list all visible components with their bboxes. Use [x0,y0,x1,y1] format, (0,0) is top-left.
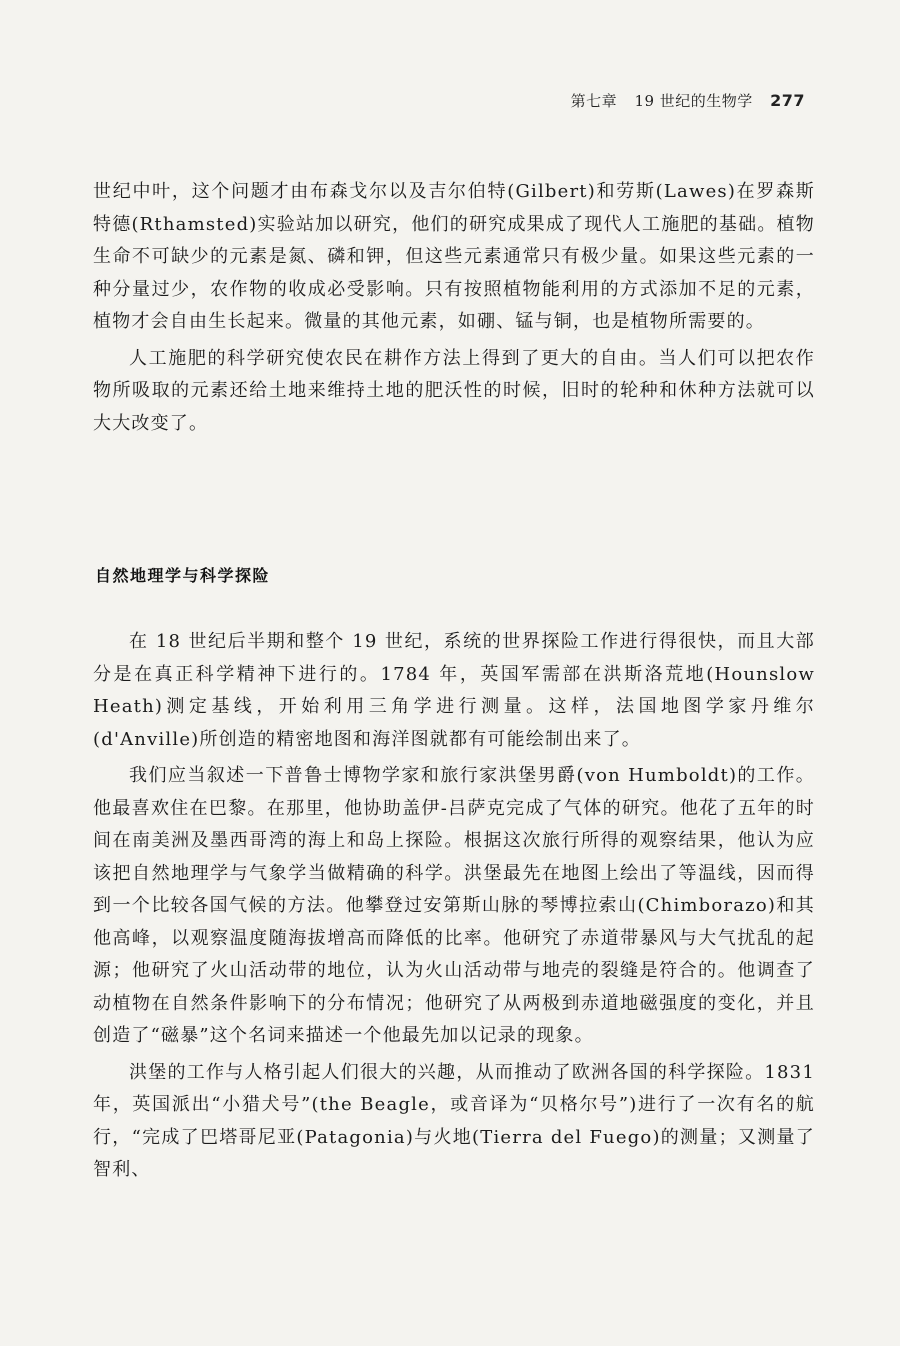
page-number: 277 [770,91,805,110]
paragraph: 我们应当叙述一下普鲁士博物学家和旅行家洪堡男爵(von Humboldt)的工作。他最喜欢住在巴黎。在那里，他协助盖伊-吕萨克完成了气体的研究。他花了五年的时间在南美洲及墨西哥湾的海上和岛上探险。根据这次旅行所得的观察结果，他认为应该把自然地理学与气象学当做精确的科学。洪堡最先在地图上绘出了等温线，因而得到一个比较各国气候的方法。他攀登过安第斯山脉的琴博拉索山(Chimborazo)和其他高峰，以观察温度随海拔增高而降低的比率。他研究了赤道带暴风与大气扰乱的起源；他研究了火山活动带的地位，认为火山活动带与地壳的裂缝是符合的。他调查了动植物在自然条件影响下的分布情况；他研究了从两极到赤道地磁强度的变化，并且创造了“磁暴”这个名词来描述一个他最先加以记录的现象。 [93,765,815,1046]
running-header [571,90,805,111]
chapter-title: 19 世纪的生物学 [634,92,753,110]
body-text-section [93,626,815,1191]
chapter-label: 第七章 [570,92,618,110]
section-heading: 自然地理学与科学探险 [95,566,271,585]
paragraph: 世纪中叶，这个问题才由布森戈尔以及吉尔伯特(Gilbert)和劳斯(Lawes)在罗森斯特德(Rthamsted)实验站加以研究，他们的研究成果成了现代人工施肥的基础。植物生命不可缺少的元素是氮、磷和钾，但这些元素通常只有极少量。如果这些元素的一种分量过少，农作物的收成必受影响。只有按照植物能利用的方式添加不足的元素，植物才会自由生长起来。微量的其他元素，如硼、锰与铜，也是植物所需要的。 [93,181,815,332]
paragraph: 在 18 世纪后半期和整个 19 世纪，系统的世界探险工作进行得很快，而且大部分是在真正科学精神下进行的。1784 年，英国军需部在洪斯洛荒地(Hounslow Heath)测定基线，开始利用三角学进行测量。这样，法国地图学家丹维尔(d'Anville)所创造的精密地图和海洋图就都有可能绘制出来了。 [93,631,815,750]
body-text-top [93,176,815,444]
paragraph: 洪堡的工作与人格引起人们很大的兴趣，从而推动了欧洲各国的科学探险。1831 年，英国派出“小猎犬号”(the Beagle，或音译为“贝格尔号”)进行了一次有名的航行，“完成了巴塔哥尼亚(Patagonia)与火地(Tierra del Fuego)的测量；又测量了智利、 [93,1061,815,1180]
paragraph: 人工施肥的科学研究使农民在耕作方法上得到了更大的自由。当人们可以把农作物所吸取的元素还给土地来维持土地的肥沃性的时候，旧时的轮种和休种方法就可以大大改变了。 [93,347,815,434]
